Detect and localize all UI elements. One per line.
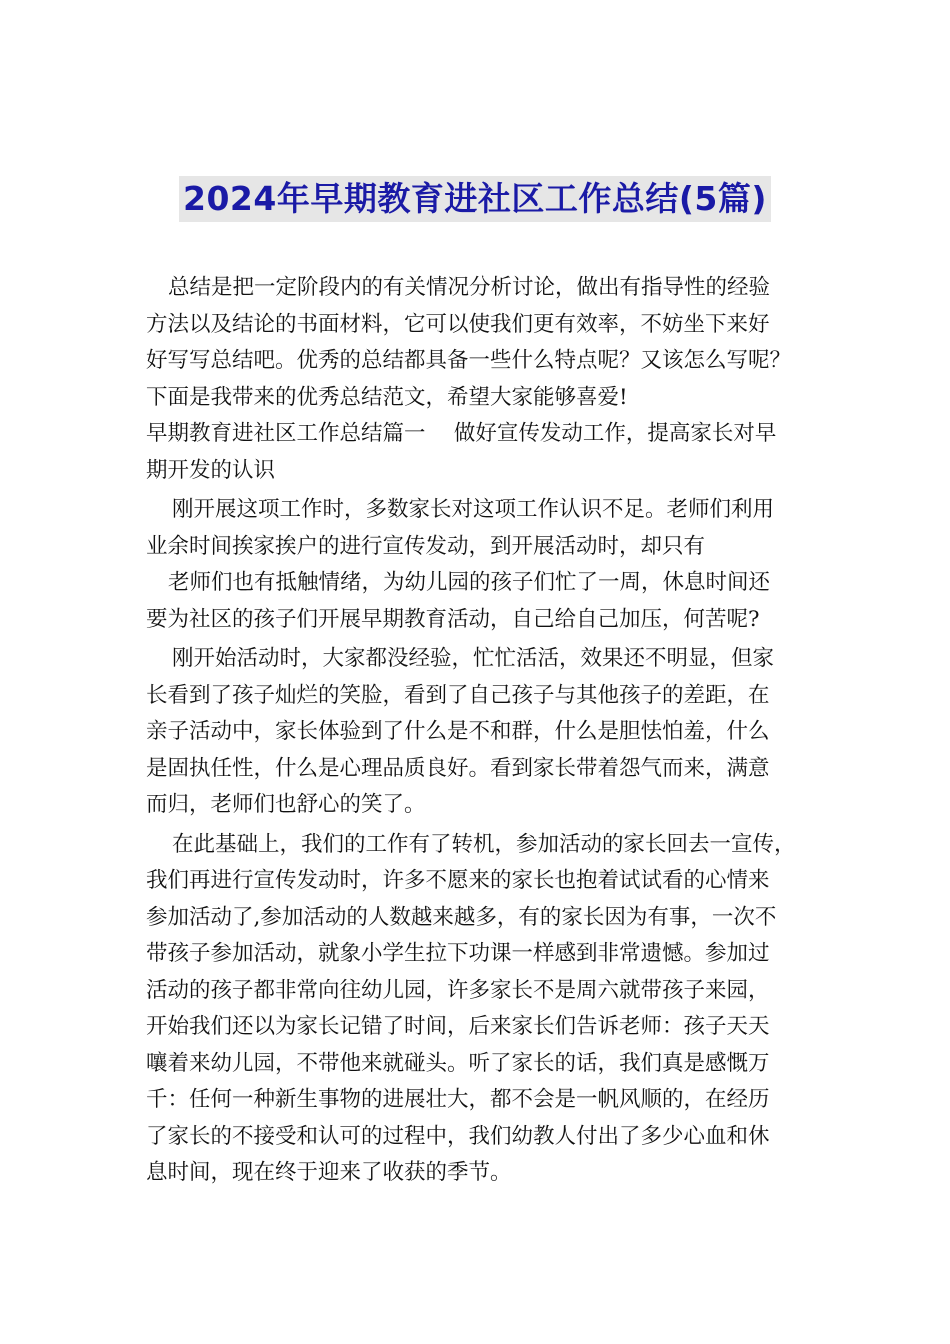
- paragraph-line: 带孩子参加活动，就象小学生拉下功课一样感到非常遗憾。参加过: [146, 941, 770, 966]
- document-title: 2024年早期教育进社区工作总结(5篇): [179, 176, 771, 222]
- paragraph-line: 好写写总结吧。优秀的总结都具备一些什么特点呢？又该怎么写呢？: [146, 348, 792, 373]
- document-body: [146, 270, 826, 1192]
- paragraph-line: 开始我们还以为家长记错了时间，后来家长们告诉老师：孩子天天: [146, 1014, 770, 1039]
- paragraph-line: 息时间，现在终于迎来了收获的季节。: [146, 1160, 512, 1185]
- paragraph-line: 亲子活动中，家长体验到了什么是不和群，什么是胆怯怕羞，什么: [146, 719, 770, 744]
- paragraph-line: 我们再进行宣传发动时，许多不愿来的家长也抱着试试看的心情来: [146, 868, 770, 893]
- paragraph-line: 业余时间挨家挨户的进行宣传发动，到开展活动时，却只有: [146, 533, 706, 559]
- paragraph-line: 活动的孩子都非常向往幼儿园，许多家长不是周六就带孩子来园，: [146, 977, 770, 1003]
- paragraph-line: 参加活动了,参加活动的人数越来越多，有的家长因为有事，一次不: [146, 904, 777, 930]
- paragraph-line: 总结是把一定阶段内的有关情况分析讨论，做出有指导性的经验: [168, 275, 771, 300]
- paragraph-line: 千：任何一种新生事物的进展壮大，都不会是一帆风顺的，在经历: [146, 1087, 770, 1112]
- paragraph-line: 下面是我带来的优秀总结范文，希望大家能够喜爱!: [146, 384, 628, 410]
- paragraph-line: 刚开始活动时，大家都没经验，忙忙活活，效果还不明显，但家: [172, 646, 775, 671]
- paragraph-line: 了家长的不接受和认可的过程中，我们幼教人付出了多少心血和休: [146, 1123, 770, 1149]
- paragraph-line: 刚开展这项工作时，多数家长对这项工作认识不足。老师们利用: [172, 497, 775, 522]
- paragraph-line: 是固执任性，什么是心理品质良好。看到家长带着怨气而来，满意: [146, 755, 770, 781]
- paragraph-line: 而归，老师们也舒心的笑了。: [146, 792, 426, 817]
- paragraph-line: 要为社区的孩子们开展早期教育活动，自己给自己加压，何苦呢?: [146, 606, 760, 632]
- section-heading-line: 早期教育进社区工作总结篇一 做好宣传发动工作，提高家长对早: [146, 421, 777, 446]
- title-container: [0, 176, 950, 222]
- paragraph-line: 方法以及结论的书面材料，它可以使我们更有效率，不妨坐下来好: [146, 311, 770, 337]
- paragraph-line: 嚷着来幼儿园，不带他来就碰头。听了家长的话，我们真是感慨万: [146, 1050, 770, 1076]
- paragraph-line: 长看到了孩子灿烂的笑脸，看到了自己孩子与其他孩子的差距，在: [146, 682, 770, 708]
- paragraph-line: 在此基础上，我们的工作有了转机，参加活动的家长回去一宣传，: [172, 831, 796, 857]
- paragraph-line: 老师们也有抵触情绪，为幼儿园的孩子们忙了一周，休息时间还: [168, 570, 771, 595]
- section-heading-line: 期开发的认识: [146, 457, 276, 483]
